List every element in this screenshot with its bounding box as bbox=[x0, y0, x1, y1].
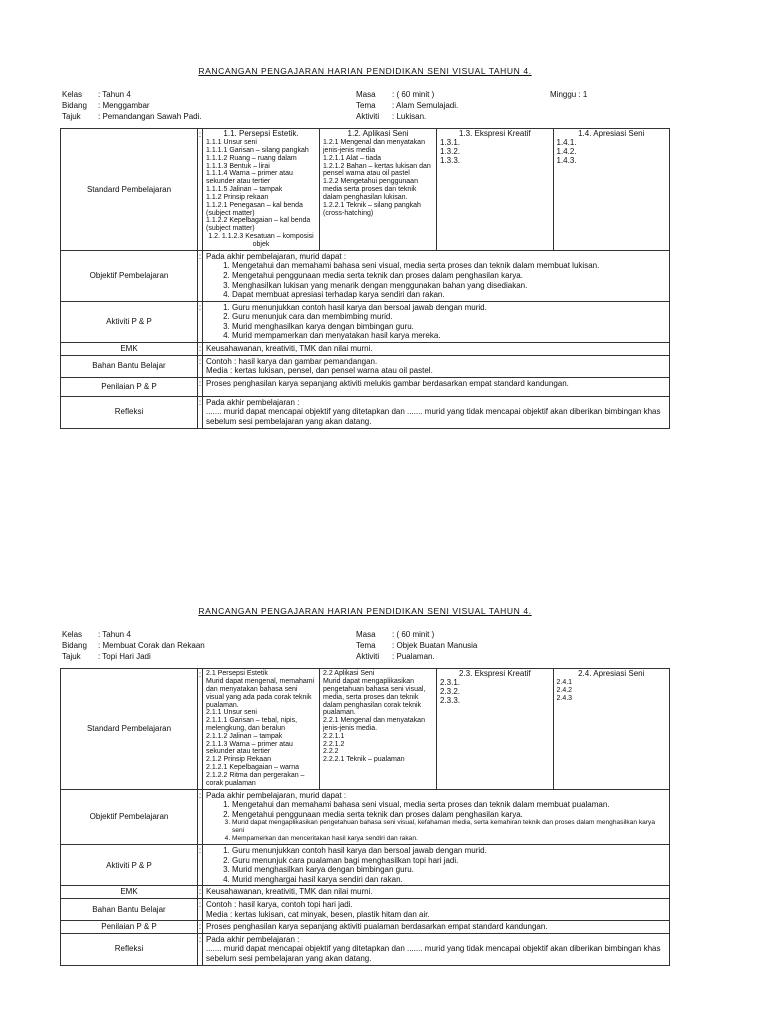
row-label: Bahan Bantu Belajar bbox=[61, 899, 198, 921]
row-label: Penilaian P & P bbox=[61, 921, 198, 934]
ekspresi-cell: 1.3. Ekspresi Kreatif 1.3.1. 1.3.2. 1.3.3. bbox=[437, 129, 554, 251]
row-objektif: Objektif Pembelajaran : Pada akhir pembelajaran, murid dapat : 1. Mengetahui dan memahami bahasa seni visual, media serta proses dan teknik dalam membuat lukisan. 2. Mengetahui penggunaan media serta teknik dan proses dalam penghasilan karya. 3. Menghasilkan lukisan yang menarik dengan menggunakan bahan yang disediakan. 4. Dapat membuat apresiasi terhadap karya sendiri dan rakan. bbox=[61, 250, 670, 301]
objektif-cell: Pada akhir pembelajaran, murid dapat : 1. Mengetahui dan memahami bahasa seni visual, media serta proses dan teknik dalam membuat pualaman. 2. Mengetahui penggunaan media serta teknik dan proses dalam penghasilan karya. 3. Murid dapat mengaplikasikan pengetahuan bahasa seni visual, kefahaman media, serta kemahiran teknik dan proses dalam menghasilkan karya seni 4. Mempamerkan dan menceritakan hasil karya sendiri dan rakan. bbox=[203, 789, 670, 845]
row-aktiviti: Aktiviti P & P : 1. Guru menunjukkan contoh hasil karya dan bersoal jawab dengan murid. 2. Guru menunjuk cara pualaman bagi menghasilkan topi hari jadi. 3. Murid menghasilkan karya dengan bimbingan guru. 4. Murid menghargai hasil karya sendiri dan rakan. bbox=[61, 845, 670, 886]
plan-title: RANCANGAN PENGAJARAN HARIAN PENDIDIKAN SENI VISUAL TAHUN 4. bbox=[198, 606, 532, 616]
row-label: Refleksi bbox=[61, 396, 198, 428]
list-item: 1. Mengetahui dan memahami bahasa seni visual, media serta proses dan teknik dalam membuat pualaman. bbox=[232, 800, 666, 810]
bidang-label: Bidang bbox=[62, 101, 87, 111]
persepsi-cell: 2.1 Persepsi Estetik Murid dapat mengenal, memahami dan menyatakan bahasa seni visual yang ada pada corak teknik pualaman. 2.1.1 Unsur seni 2.1.1.1 Garisan – tebal, nipis, melengkung, dan beralun 2.1.1.2 Jalinan – tampak 2.1.1.3 Warna – primer atau sekunder atau tertier 2.1.2 Prinsip Rekaan 2.1.2.1 Kepelbagaian – warna 2.1.2.2 Ritma dan pergerakan – corak pualaman bbox=[203, 669, 320, 789]
row-label: Aktiviti P & P bbox=[61, 845, 198, 886]
list-item: 2. Guru menunjuk cara dan membimbing murid. bbox=[232, 312, 666, 322]
list-item: 3. Murid menghasilkan karya dengan bimbingan guru. bbox=[232, 322, 666, 332]
masa-value: : ( 60 minit ) bbox=[392, 90, 435, 100]
penilaian-cell: Proses penghasilan karya sepanjang aktiviti melukis gambar berdasarkan empat standard kandungan. bbox=[203, 377, 670, 396]
row-penilaian: Penilaian P & P : Proses penghasilan karya sepanjang aktiviti pualaman berdasarkan empat standard kandungan. bbox=[61, 921, 670, 934]
apresiasi-cell: 1.4. Apresiasi Seni 1.4.1. 1.4.2. 1.4.3. bbox=[553, 129, 670, 251]
row-label: Objektif Pembelajaran bbox=[61, 789, 198, 845]
list-item: 3. Murid menghasilkan karya dengan bimbingan guru. bbox=[232, 865, 666, 875]
row-refleksi: Refleksi : Pada akhir pembelajaran : ....... murid dapat mencapai objektif yang ditetapkan dan ....... murid yang tidak mencapai objektif akan diberikan bimbingan khas sebelum sesi pembelajaran yang akan datang. bbox=[61, 396, 670, 428]
persepsi-cell: 1.1. Persepsi Estetik. 1.1.1 Unsur seni 1.1.1.1 Garisan – silang pangkah 1.1.1.2 Ruang – ruang dalam 1.1.1.3 Bentuk – lirai 1.1.1.4 Warna – primer atau sekunder atau tertier 1.1.1.5 Jalinan – tampak 1.1.2 Prinsip rekaan 1.1.2.1 Penegasan – kal benda (subject matter) 1.1.2.2 Kepelbagaian – kal benda (subject matter) 1.2. 1.1.2.3 Kesatuan – komposisi objek bbox=[203, 129, 320, 251]
plan-meta bbox=[60, 630, 670, 666]
refleksi-cell: Pada akhir pembelajaran : ....... murid dapat mencapai objektif yang ditetapkan dan ....... murid yang tidak mencapai objektif akan diberikan bimbingan khas sebelum sesi pembelajaran yang akan datang. bbox=[203, 396, 670, 428]
list-item: 1. Guru menunjukkan contoh hasil karya dan bersoal jawab dengan murid. bbox=[232, 846, 666, 856]
row-bbb: Bahan Bantu Belajar : Contoh : hasil karya dan gambar pemandangan. Media : kertas lukisan, pensel, dan pensel warna atau oil pastel. bbox=[61, 355, 670, 377]
row-refleksi: Refleksi : Pada akhir pembelajaran : ....... murid dapat mencapai objektif yang ditetapkan dan ....... murid yang tidak mencapai objektif akan diberikan bimbingan khas sebelum sesi pembelajaran yang akan datang. bbox=[61, 933, 670, 965]
row-label: EMK bbox=[61, 886, 198, 899]
masa-label: Masa bbox=[356, 90, 376, 100]
masa-label: Masa bbox=[356, 630, 376, 640]
kelas-value: : Tahun 4 bbox=[98, 90, 131, 100]
lesson-plan-2 bbox=[60, 606, 670, 966]
lesson-plan-1 bbox=[60, 66, 670, 429]
list-item: 4. Murid mempamerkan dan menyatakan hasil karya mereka. bbox=[232, 331, 666, 341]
kelas-label: Kelas bbox=[62, 630, 83, 640]
row-label: EMK bbox=[61, 343, 198, 356]
tema-value: : Objek Buatan Manusia bbox=[392, 641, 478, 651]
bidang-label: Bidang bbox=[62, 641, 87, 651]
list-item: 1. Mengetahui dan memahami bahasa seni visual, media serta proses dan teknik dalam membuat lukisan. bbox=[232, 261, 666, 271]
aktiviti-label: Aktiviti bbox=[356, 652, 380, 662]
ekspresi-cell: 2.3. Ekspresi Kreatif 2.3.1. 2.3.2. 2.3.3. bbox=[437, 669, 554, 789]
row-bbb: Bahan Bantu Belajar : Contoh : hasil karya, contoh topi hari jadi. Media : kertas lukisan, cat minyak, besen, plastik hitam dan air. bbox=[61, 899, 670, 921]
row-label: Standard Pembelajaran bbox=[61, 129, 198, 251]
list-item: 4. Murid menghargai hasil karya sendiri dan rakan. bbox=[232, 875, 666, 885]
row-label: Standard Pembelajaran bbox=[61, 669, 198, 789]
tajuk-value: : Topi Hari Jadi bbox=[98, 652, 151, 662]
aplikasi-cell: 2.2 Aplikasi Seni Murid dapat mengaplikasikan pengetahuan bahasa seni visual, media, serta proses dan teknik dalam penghasilan corak teknik pualaman. 2.2.1 Mengenal dan menyatakan jenis-jenis media. 2.2.1.1 2.2.1.2 2.2.2 2.2.2.1 Teknik – pualaman bbox=[320, 669, 437, 789]
aktiviti-label: Aktiviti bbox=[356, 112, 380, 122]
kelas-label: Kelas bbox=[62, 90, 83, 100]
list-item: 2. Guru menunjuk cara pualaman bagi menghasilkan topi hari jadi. bbox=[232, 856, 666, 866]
list-item: 3. Murid dapat mengaplikasikan pengetahuan bahasa seni visual, kefahaman media, serta kemahiran teknik dan proses dalam menghasilkan karya seni bbox=[232, 819, 666, 835]
objektif-cell: Pada akhir pembelajaran, murid dapat : 1. Mengetahui dan memahami bahasa seni visual, media serta proses dan teknik dalam membuat lukisan. 2. Mengetahui penggunaan media serta teknik dan proses dalam penghasilan karya. 3. Menghasilkan lukisan yang menarik dengan menggunakan bahan yang disediakan. 4. Dapat membuat apresiasi terhadap karya sendiri dan rakan. bbox=[203, 250, 670, 301]
list-item: 2. Mengetahui penggunaan media serta teknik dan proses dalam penghasilan karya. bbox=[232, 271, 666, 281]
bbb-cell: Contoh : hasil karya dan gambar pemandangan. Media : kertas lukisan, pensel, dan pensel warna atau oil pastel. bbox=[203, 355, 670, 377]
minggu-value: Minggu : 1 bbox=[550, 90, 588, 100]
list-item: 1. Guru menunjukkan contoh hasil karya dan bersoal jawab dengan murid. bbox=[232, 303, 666, 313]
row-standard: Standard Pembelajaran : 1.1. Persepsi Estetik. 1.1.1 Unsur seni 1.1.1.1 Garisan – silang pangkah 1.1.1.2 Ruang – ruang dalam 1.1.1.3 Bentuk – lirai 1.1.1.4 Warna – primer atau sekunder atau tertier 1.1.1.5 Jalinan – tampak 1.1.2 Prinsip rekaan 1.1.2.1 Penegasan – kal benda (subject matter) 1.1.2.2 Kepelbagaian – kal benda (subject matter) 1.2. 1.1.2.3 Kesatuan – komposisi objek 1.2. Aplikasi Seni 1.2.1 Mengenal dan menyatakan jenis-jenis media 1.2.1.1 Alat – tiada 1.2.1.2 Bahan – kertas lukisan dan pensel warna atau oil pastel 1.2.2 Mengetahui penggunaan media serta proses dan teknik dalam penghasilan lukisan. 1.2.2.1 Teknik – silang pangkah (cross-hatching) 1.3. Ekspresi Kreatif 1.3.1. 1.3.2. 1.3.3. 1.4. Apresiasi Seni 1.4.1. 1.4.2. 1.4.3. bbox=[61, 129, 670, 251]
tajuk-value: : Pemandangan Sawah Padi. bbox=[98, 112, 202, 122]
row-label: Penilaian P & P bbox=[61, 377, 198, 396]
list-item: 3. Menghasilkan lukisan yang menarik dengan menggunakan bahan yang disediakan. bbox=[232, 281, 666, 291]
row-label: Bahan Bantu Belajar bbox=[61, 355, 198, 377]
aktiviti-value: : Pualaman. bbox=[392, 652, 435, 662]
kelas-value: : Tahun 4 bbox=[98, 630, 131, 640]
row-penilaian: Penilaian P & P : Proses penghasilan karya sepanjang aktiviti melukis gambar berdasarkan empat standard kandungan. bbox=[61, 377, 670, 396]
plan-title: RANCANGAN PENGAJARAN HARIAN PENDIDIKAN SENI VISUAL TAHUN 4. bbox=[198, 66, 532, 76]
row-objektif: Objektif Pembelajaran : Pada akhir pembelajaran, murid dapat : 1. Mengetahui dan memahami bahasa seni visual, media serta proses dan teknik dalam membuat pualaman. 2. Mengetahui penggunaan media serta teknik dan proses dalam penghasilan karya. 3. Murid dapat mengaplikasikan pengetahuan bahasa seni visual, kefahaman media, serta kemahiran teknik dan proses dalam menghasilkan karya seni 4. Mempamerkan dan menceritakan hasil karya sendiri dan rakan. bbox=[61, 789, 670, 845]
aktiviti-value: : Lukisan. bbox=[392, 112, 427, 122]
tajuk-label: Tajuk bbox=[62, 112, 81, 122]
aktiviti-cell bbox=[203, 845, 670, 886]
row-label: Aktiviti P & P bbox=[61, 301, 198, 342]
list-item: 4. Mempamerkan dan menceritakan hasil karya sendiri dan rakan. bbox=[232, 835, 666, 843]
tajuk-label: Tajuk bbox=[62, 652, 81, 662]
list-item: 4. Dapat membuat apresiasi terhadap karya sendiri dan rakan. bbox=[232, 290, 666, 300]
masa-value: : ( 60 minit ) bbox=[392, 630, 435, 640]
row-emk: EMK : Keusahawanan, kreativiti, TMK dan nilai murni. bbox=[61, 886, 670, 899]
bbb-cell: Contoh : hasil karya, contoh topi hari jadi. Media : kertas lukisan, cat minyak, besen, plastik hitam dan air. bbox=[203, 899, 670, 921]
plan-table bbox=[60, 128, 670, 428]
row-standard: Standard Pembelajaran : 2.1 Persepsi Estetik Murid dapat mengenal, memahami dan menyatakan bahasa seni visual yang ada pada corak teknik pualaman. 2.1.1 Unsur seni 2.1.1.1 Garisan – tebal, nipis, melengkung, dan beralun 2.1.1.2 Jalinan – tampak 2.1.1.3 Warna – primer atau sekunder atau tertier 2.1.2 Prinsip Rekaan 2.1.2.1 Kepelbagaian – warna 2.1.2.2 Ritma dan pergerakan – corak pualaman 2.2 Aplikasi Seni Murid dapat mengaplikasikan pengetahuan bahasa seni visual, media, serta proses dan teknik dalam penghasilan corak teknik pualaman. 2.2.1 Mengenal dan menyatakan jenis-jenis media. 2.2.1.1 2.2.1.2 2.2.2 2.2.2.1 Teknik – pualaman 2.3. Ekspresi Kreatif 2.3.1. 2.3.2. 2.3.3. 2.4. Apresiasi Seni 2.4.1 2.4.2 2.4.3 bbox=[61, 669, 670, 789]
emk-cell: Keusahawanan, kreativiti, TMK dan nilai murni. bbox=[203, 343, 670, 356]
penilaian-cell: Proses penghasilan karya sepanjang aktiviti pualaman berdasarkan empat standard kandungan. bbox=[203, 921, 670, 934]
tema-label: Tema bbox=[356, 641, 376, 651]
tema-label: Tema bbox=[356, 101, 376, 111]
row-aktiviti: Aktiviti P & P : 1. Guru menunjukkan contoh hasil karya dan bersoal jawab dengan murid. 2. Guru menunjuk cara dan membimbing murid. 3. Murid menghasilkan karya dengan bimbingan guru. 4. Murid mempamerkan dan menyatakan hasil karya mereka. bbox=[61, 301, 670, 342]
apresiasi-cell: 2.4. Apresiasi Seni 2.4.1 2.4.2 2.4.3 bbox=[553, 669, 670, 789]
row-label: Objektif Pembelajaran bbox=[61, 250, 198, 301]
tema-value: : Alam Semulajadi. bbox=[392, 101, 459, 111]
bidang-value: : Menggambar bbox=[98, 101, 150, 111]
plan-table bbox=[60, 668, 670, 965]
emk-cell: Keusahawanan, kreativiti, TMK dan nilai murni. bbox=[203, 886, 670, 899]
bidang-value: : Membuat Corak dan Rekaan bbox=[98, 641, 205, 651]
refleksi-cell: Pada akhir pembelajaran : ....... murid dapat mencapai objektif yang ditetapkan dan ....... murid yang tidak mencapai objektif akan diberikan bimbingan khas sebelum sesi pembelajaran yang akan datang. bbox=[203, 933, 670, 965]
row-label: Refleksi bbox=[61, 933, 198, 965]
row-emk: EMK : Keusahawanan, kreativiti, TMK dan nilai murni. bbox=[61, 343, 670, 356]
plan-meta bbox=[60, 90, 670, 126]
list-item: 2. Mengetahui penggunaan media serta teknik dan proses dalam penghasilan karya. bbox=[232, 810, 666, 820]
aktiviti-cell bbox=[203, 301, 670, 342]
aplikasi-cell: 1.2. Aplikasi Seni 1.2.1 Mengenal dan menyatakan jenis-jenis media 1.2.1.1 Alat – tiada 1.2.1.2 Bahan – kertas lukisan dan pensel warna atau oil pastel 1.2.2 Mengetahui penggunaan media serta proses dan teknik dalam penghasilan lukisan. 1.2.2.1 Teknik – silang pangkah (cross-hatching) bbox=[320, 129, 437, 251]
